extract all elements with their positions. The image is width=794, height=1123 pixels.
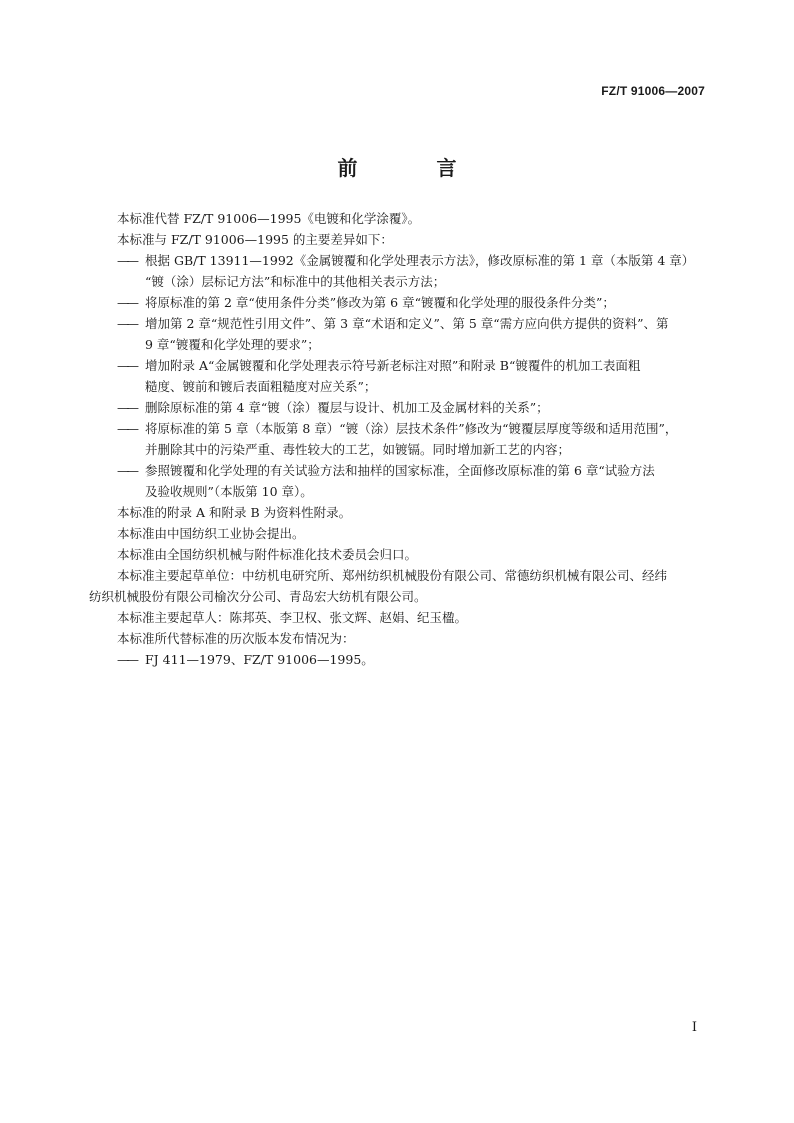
- list-item-line: 及验收规则”（本版第 10 章）。: [145, 484, 313, 499]
- list-item: [89, 418, 706, 460]
- document-body: [89, 208, 706, 670]
- list-item-line: 9 章“镀覆和化学处理的要求”；: [145, 337, 320, 352]
- list-item: [89, 397, 706, 418]
- page-number: I: [691, 1020, 697, 1035]
- list-item-line: 删除原标准的第 4 章“镀（涂）覆层与设计、机加工及金属材料的关系”；: [145, 400, 549, 415]
- list-item-line: 将原标准的第 2 章“使用条件分类”修改为第 6 章“镀覆和化学处理的服役条件分类”；: [145, 295, 615, 310]
- list-dash: ——: [117, 358, 136, 373]
- paragraph-drafting-units-cont: 纺织机械股份有限公司榆次分公司、青岛宏大纺机有限公司。: [89, 589, 427, 604]
- page-title: 前 言: [337, 156, 493, 180]
- list-item-line: 增加第 2 章“规范性引用文件”、第 3 章“术语和定义”、第 5 章“需方应向供方提供的资料”、第: [145, 316, 669, 331]
- list-item-line: 根据 GB/T 13911—1992《金属镀覆和化学处理表示方法》，修改原标准的第 1 章（本版第 4 章）: [145, 253, 695, 268]
- list-item: [89, 292, 706, 313]
- list-dash: ——: [117, 316, 136, 331]
- list-item: [89, 313, 706, 355]
- paragraph-differences-intro: 本标准与 FZ/T 91006—1995 的主要差异如下：: [117, 232, 393, 247]
- list-item-line: FJ 411—1979、FZ/T 91006—1995。: [145, 652, 374, 667]
- list-item-line: 并删除其中的污染严重、毒性较大的工艺，如镀镉。同时增加新工艺的内容；: [145, 442, 571, 457]
- list-item: [89, 649, 706, 670]
- list-item-line: “镀（涂）层标记方法”和标准中的其他相关表示方法；: [145, 274, 446, 289]
- list-item: [89, 250, 706, 292]
- list-item: [89, 460, 706, 502]
- paragraph-centralized-by: 本标准由全国纺织机械与附件标准化技术委员会归口。: [117, 547, 418, 562]
- list-dash: ——: [117, 463, 136, 478]
- paragraph-proposed-by: 本标准由中国纺织工业协会提出。: [117, 526, 305, 541]
- list-item-line: 参照镀覆和化学处理的有关试验方法和抽样的国家标准，全面修改原标准的第 6 章“试验方法: [145, 463, 655, 478]
- list-dash: ——: [117, 652, 136, 667]
- list-item-line: 糙度、镀前和镀后表面粗糙度对应关系”；: [145, 379, 377, 394]
- list-dash: ——: [117, 253, 136, 268]
- list-item-line: 增加附录 A“金属镀覆和化学处理表示符号新老标注对照”和附录 B“镀覆件的机加工表面粗: [145, 358, 641, 373]
- document-code: FZ/T 91006—2007: [601, 84, 705, 98]
- list-dash: ——: [117, 421, 136, 436]
- list-dash: ——: [117, 295, 136, 310]
- paragraph-drafting-units: 本标准主要起草单位：中纺机电研究所、郑州纺织机械股份有限公司、常德纺织机械有限公司、经纬: [117, 568, 668, 583]
- list-item: [89, 355, 706, 397]
- paragraph-drafters: 本标准主要起草人：陈邦英、李卫权、张文辉、赵娟、纪玉楹。: [117, 610, 468, 625]
- list-dash: ——: [117, 400, 136, 415]
- paragraph-history-intro: 本标准所代替标准的历次版本发布情况为：: [117, 631, 355, 646]
- paragraph-replaces: 本标准代替 FZ/T 91006—1995《电镀和化学涂覆》。: [117, 211, 421, 226]
- list-item-line: 将原标准的第 5 章（本版第 8 章）“镀（涂）层技术条件”修改为“镀覆层厚度等级和适用范围”，: [145, 421, 678, 436]
- paragraph-annexes: 本标准的附录 A 和附录 B 为资料性附录。: [117, 505, 352, 520]
